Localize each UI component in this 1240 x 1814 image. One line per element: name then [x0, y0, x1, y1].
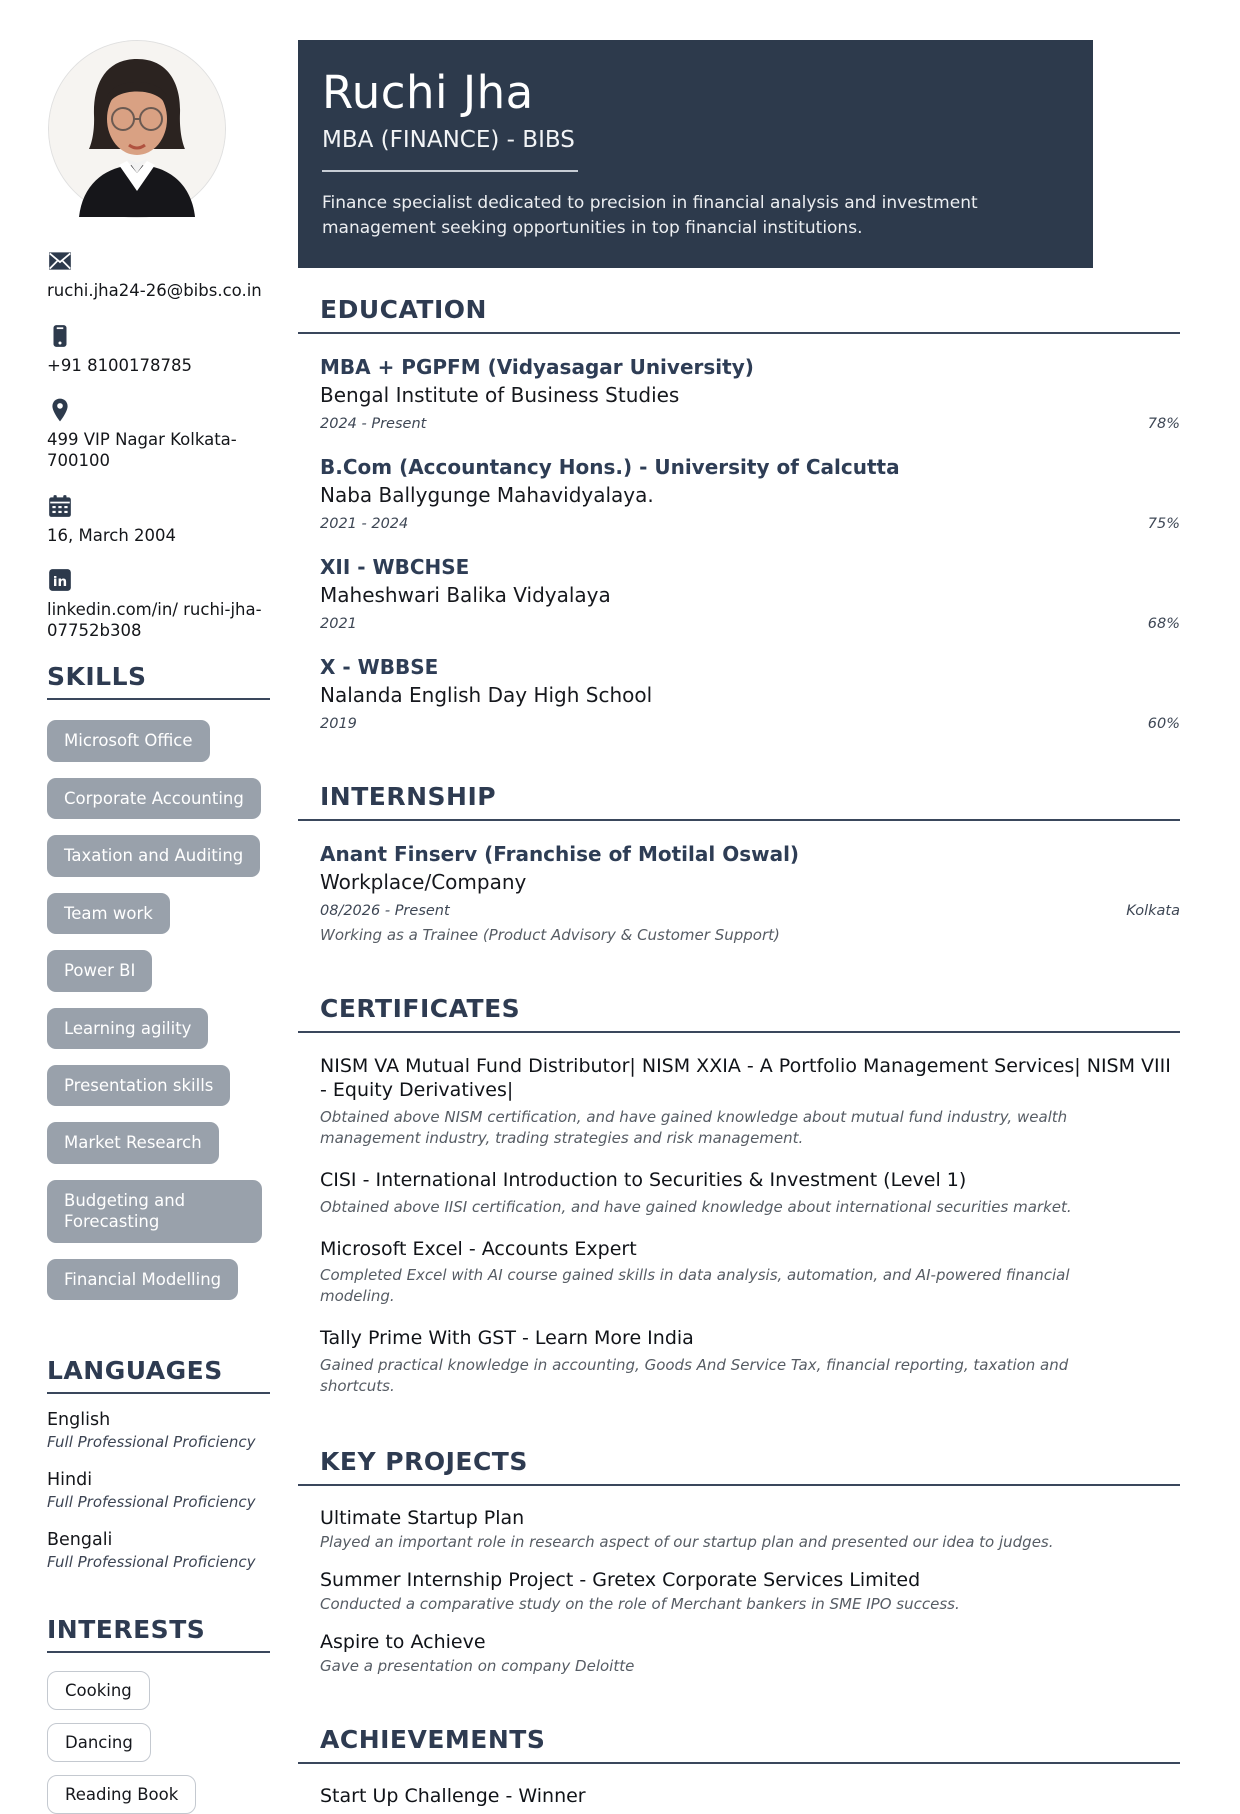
certificates-section — [298, 994, 1180, 1397]
education-period: 2021 - 2024 — [320, 515, 409, 532]
internship-location: Kolkata — [1126, 902, 1180, 919]
certificate-name: Tally Prime With GST - Learn More India — [320, 1327, 694, 1350]
phone-icon — [47, 323, 73, 349]
address-value: 499 VIP Nagar Kolkata-700100 — [47, 430, 237, 470]
email-value: ruchi.jha24-26@bibs.co.in — [47, 281, 262, 300]
language-level: Full Professional Proficiency — [47, 1433, 256, 1452]
contact-block — [47, 248, 270, 641]
education-score: 60% — [1147, 715, 1180, 732]
header-rule — [322, 170, 578, 172]
contact-dob — [47, 493, 270, 547]
certificate-item — [320, 1168, 1180, 1218]
education-section — [298, 295, 1180, 732]
contact-address — [47, 397, 270, 471]
internship-company: Anant Finserv (Franchise of Motilal Oswal) — [320, 841, 800, 866]
projects-section — [298, 1447, 1180, 1675]
education-degree: XII - WBCHSE — [320, 554, 470, 579]
project-desc: Played an important role in research aspect of our startup plan and presented our idea to judges. — [320, 1532, 1054, 1551]
sidebar — [47, 40, 270, 1805]
skill-pill: Microsoft Office — [47, 720, 210, 761]
project-name: Aspire to Achieve — [320, 1630, 486, 1653]
certificate-name: CISI - International Introduction to Securities & Investment (Level 1) — [320, 1168, 967, 1191]
contact-linkedin — [47, 567, 270, 641]
achievements-section — [298, 1725, 1180, 1807]
certificate-desc: Obtained above NISM certification, and have gained knowledge about mutual fund industry, wealth management industry, trading strategies and risk management. — [320, 1107, 1068, 1147]
candidate-degree: MBA (FINANCE) - BIBS — [322, 126, 575, 153]
language-name: Hindi — [47, 1470, 93, 1491]
linkedin-value: linkedin.com/in/ ruchi-jha-07752b308 — [47, 600, 262, 640]
education-period: 2019 — [320, 715, 357, 732]
interest-pill: Reading Book — [47, 1775, 196, 1814]
internship-note: Working as a Trainee (Product Advisory & Customer Support) — [320, 925, 780, 944]
project-name: Summer Internship Project - Gretex Corporate Services Limited — [320, 1568, 921, 1591]
certificate-item — [320, 1054, 1180, 1149]
skill-pill: Taxation and Auditing — [47, 835, 260, 876]
interests-list — [47, 1671, 257, 1814]
dob-value: 16, March 2004 — [47, 525, 177, 545]
internship-period: 08/2026 - Present — [320, 902, 450, 919]
education-school: Bengal Institute of Business Studies — [320, 382, 680, 407]
project-desc: Conducted a comparative study on the role of Merchant bankers in SME IPO success. — [320, 1594, 960, 1613]
education-degree: MBA + PGPFM (Vidyasagar University) — [320, 354, 754, 379]
interests-heading: INTERESTS — [47, 1615, 270, 1653]
language-name: English — [47, 1410, 111, 1431]
profile-photo-illustration — [49, 41, 225, 217]
language-level: Full Professional Proficiency — [47, 1553, 256, 1572]
project-item — [320, 1507, 1180, 1551]
education-score: 78% — [1147, 415, 1180, 432]
language-name: Bengali — [47, 1530, 113, 1551]
languages-heading: LANGUAGES — [47, 1356, 270, 1394]
internship-section — [298, 782, 1180, 944]
contact-email — [47, 248, 270, 302]
phone-value: +91 8100178785 — [47, 355, 193, 375]
certificate-name: NISM VA Mutual Fund Distributor| NISM XXIA - A Portfolio Management Services| NISM VIII - Equity Derivatives| — [320, 1054, 1171, 1102]
skill-pill: Market Research — [47, 1122, 219, 1163]
contact-phone — [47, 323, 270, 377]
internship-role: Workplace/Company — [320, 869, 527, 894]
skills-list — [47, 720, 270, 1300]
education-heading: EDUCATION — [298, 295, 1180, 334]
location-icon — [47, 397, 73, 423]
project-item — [320, 1631, 1180, 1675]
certificate-item — [320, 1326, 1180, 1397]
skill-pill: Team work — [47, 893, 170, 934]
certificate-desc: Completed Excel with AI course gained skills in data analysis, automation, and AI-powered financial modeling. — [320, 1266, 1070, 1306]
skill-pill: Learning agility — [47, 1008, 208, 1049]
projects-heading: KEY PROJECTS — [298, 1447, 1180, 1486]
certificate-item — [320, 1237, 1180, 1308]
language-item — [47, 1470, 270, 1511]
profile-photo — [48, 40, 226, 218]
education-period: 2024 - Present — [320, 415, 427, 432]
internship-heading: INTERNSHIP — [298, 782, 1180, 821]
skill-pill: Presentation skills — [47, 1065, 230, 1106]
achievements-heading: ACHIEVEMENTS — [298, 1725, 1180, 1764]
language-level: Full Professional Proficiency — [47, 1493, 256, 1512]
achievement-item: Start Up Challenge - Winner — [320, 1784, 586, 1807]
interest-pill: Dancing — [47, 1723, 151, 1762]
certificate-name: Microsoft Excel - Accounts Expert — [320, 1237, 637, 1260]
skill-pill: Financial Modelling — [47, 1259, 238, 1300]
skill-pill: Budgeting and Forecasting — [47, 1180, 262, 1243]
education-degree: B.Com (Accountancy Hons.) - University of Calcutta — [320, 454, 900, 479]
education-item — [320, 455, 1180, 532]
interest-pill: Cooking — [47, 1671, 150, 1710]
education-school: Nalanda English Day High School — [320, 682, 653, 707]
certificate-desc: Gained practical knowledge in accounting, Goods And Service Tax, financial reporting, taxation and shortcuts. — [320, 1355, 1069, 1395]
certificate-desc: Obtained above IISI certification, and have gained knowledge about international securities market. — [320, 1197, 1072, 1216]
education-item — [320, 355, 1180, 432]
candidate-summary: Finance specialist dedicated to precision in financial analysis and investment management seeking opportunities in top financial institutions. — [322, 192, 978, 238]
skill-pill: Corporate Accounting — [47, 778, 261, 819]
education-degree: X - WBBSE — [320, 654, 439, 679]
candidate-name: Ruchi Jha — [322, 66, 534, 119]
email-icon — [47, 248, 73, 274]
education-item — [320, 555, 1180, 632]
calendar-icon — [47, 493, 73, 519]
language-item — [47, 1530, 270, 1571]
education-score: 75% — [1147, 515, 1180, 532]
education-school: Naba Ballygunge Mahavidyalaya. — [320, 482, 654, 507]
skills-heading: SKILLS — [47, 662, 270, 700]
project-name: Ultimate Startup Plan — [320, 1506, 525, 1529]
languages-list — [47, 1410, 270, 1571]
main-column — [298, 40, 1180, 1807]
header-band — [298, 40, 1093, 268]
project-desc: Gave a presentation on company Deloitte — [320, 1656, 635, 1675]
education-school: Maheshwari Balika Vidyalaya — [320, 582, 611, 607]
certificates-heading: CERTIFICATES — [298, 994, 1180, 1033]
project-item — [320, 1569, 1180, 1613]
internship-item — [320, 842, 1180, 944]
svg-text:in: in — [52, 574, 68, 591]
education-period: 2021 — [320, 615, 357, 632]
language-item — [47, 1410, 270, 1451]
linkedin-icon — [47, 567, 73, 593]
education-score: 68% — [1147, 615, 1180, 632]
skill-pill: Power BI — [47, 950, 152, 991]
education-item — [320, 655, 1180, 732]
